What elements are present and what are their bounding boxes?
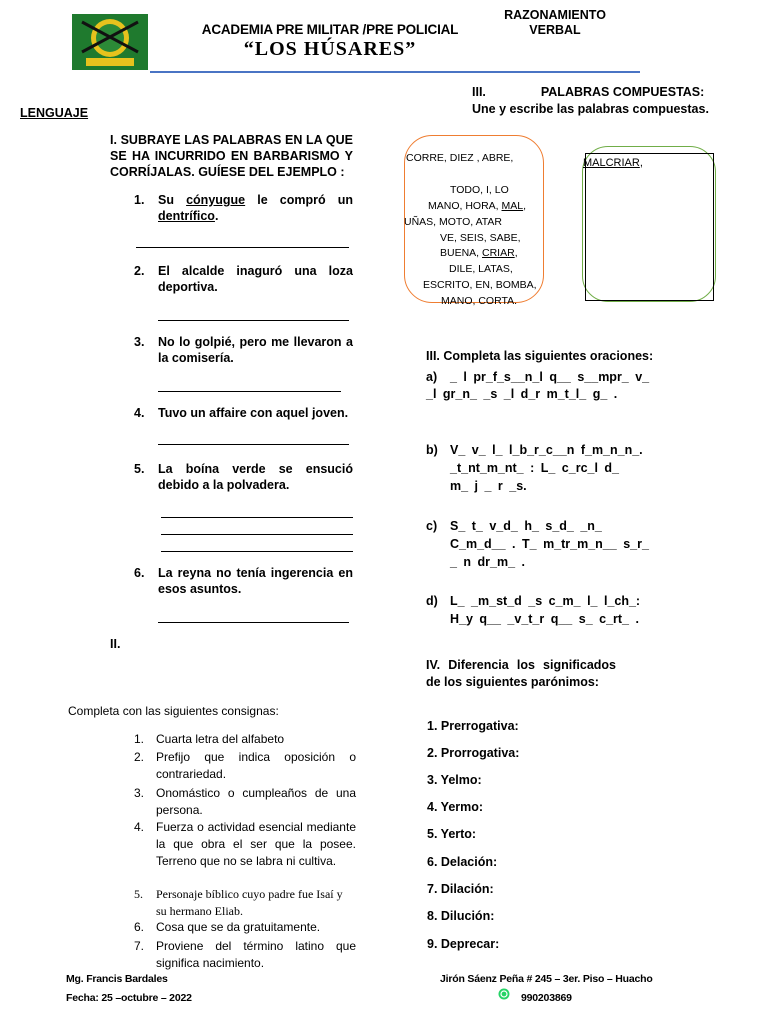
word-bank-line: UÑAS, MOTO, ATAR bbox=[404, 216, 503, 228]
sentence-d-label: d) bbox=[426, 594, 438, 608]
underlined-word: dentrífico bbox=[158, 209, 215, 223]
lenguaje-heading: LENGUAJE bbox=[20, 106, 89, 120]
paronym-5: 5. Yerto: bbox=[427, 827, 477, 841]
paronym-1: 1. Prerrogativa: bbox=[427, 719, 519, 733]
example-word bbox=[583, 157, 643, 169]
clue-number: 4. bbox=[134, 820, 145, 834]
question-text: La boína verde se ensució debido a la polvadera. bbox=[158, 462, 353, 492]
section-2-title: II. bbox=[110, 637, 121, 651]
school-name: “LOS HÚSARES” bbox=[243, 38, 417, 60]
clue-2 bbox=[134, 749, 356, 783]
footer-date: Fecha: 25 –octubre – 2022 bbox=[66, 992, 192, 1004]
sentence-c-label: c) bbox=[426, 519, 438, 533]
answer-line bbox=[158, 320, 349, 321]
section-3-number: III. bbox=[472, 85, 486, 99]
clue-number: 7. bbox=[134, 939, 145, 953]
question-text: La reyna no tenía ingerencia en esos asuntos. bbox=[158, 566, 353, 596]
header-rule bbox=[150, 71, 640, 73]
text-segment: . bbox=[214, 209, 219, 223]
sentence-c-line: C_m_d__ . T_ m_tr_m_n__ s_r_ bbox=[450, 537, 649, 551]
clue-7 bbox=[134, 938, 356, 972]
sentence-b-line: _t_nt_m_nt_ : L_ c_rc_l d_ bbox=[450, 461, 620, 475]
underlined-word: CRIAR bbox=[482, 247, 515, 259]
sentence-d-line: L_ _m_st_d _s c_m_ l_ l_ch_: bbox=[450, 594, 641, 608]
clue-6 bbox=[134, 919, 356, 936]
sentence-b-line: m_ j _ r _s. bbox=[450, 479, 527, 493]
word-segment: MANO, HORA, bbox=[428, 200, 502, 212]
subject-title bbox=[490, 8, 620, 38]
text-segment: le compró un bbox=[245, 193, 354, 207]
sentence-d-line: H_y q__ _v_t_r q__ s_ c_rt_ . bbox=[450, 612, 639, 626]
clue-text: Cuarta letra del alfabeto bbox=[156, 732, 285, 746]
clue-number: 1. bbox=[134, 732, 145, 746]
paronym-8: 8. Dilución: bbox=[427, 909, 495, 923]
question-number: 1. bbox=[134, 193, 145, 207]
question-4 bbox=[134, 405, 353, 421]
word-bank-line: TODO, I, LO bbox=[450, 184, 509, 196]
answer-box bbox=[585, 153, 714, 301]
clue-text: Fuerza o actividad esencial mediante la que obra el ser que la posee. Terreno que no se labra ni cultiva. bbox=[156, 820, 356, 868]
sentence-a-label: a) bbox=[426, 370, 438, 384]
question-2 bbox=[134, 263, 353, 295]
clue-3 bbox=[134, 785, 356, 819]
section-3b-title: III. Completa las siguientes oraciones: bbox=[426, 349, 654, 363]
clue-text: Prefijo que indica oposición o contrariedad. bbox=[156, 750, 356, 781]
question-text bbox=[158, 192, 353, 224]
question-number: 2. bbox=[134, 264, 145, 278]
question-6 bbox=[134, 565, 353, 597]
clue-number: 3. bbox=[134, 786, 145, 800]
clue-text: Proviene del término latino que significa nacimiento. bbox=[156, 939, 356, 970]
question-number: 4. bbox=[134, 406, 145, 420]
sentence-c-line: S_ t_ v_d_ h_ s_d_ _n_ bbox=[450, 519, 602, 533]
clue-4 bbox=[134, 819, 356, 870]
section-2-intro: Completa con las siguientes consignas: bbox=[68, 704, 279, 718]
question-text: No lo golpié, pero me llevaron a la comisería. bbox=[158, 335, 353, 365]
clue-text: Cosa que se da gratuitamente. bbox=[156, 920, 321, 934]
question-1 bbox=[134, 192, 353, 224]
answer-line bbox=[161, 517, 353, 518]
clue-number: 5. bbox=[134, 887, 143, 901]
section-4-text: IV. Diferencia los significados de los siguientes parónimos: bbox=[426, 658, 616, 689]
question-text: El alcalde inaguró una loza deportiva. bbox=[158, 264, 353, 294]
question-3 bbox=[134, 334, 353, 366]
subject-line-2: VERBAL bbox=[529, 23, 581, 37]
answer-line bbox=[158, 622, 349, 623]
paronym-2: 2. Prorrogativa: bbox=[427, 746, 520, 760]
answer-line bbox=[158, 444, 349, 445]
section-4-title bbox=[426, 657, 616, 691]
sentence-b-label: b) bbox=[426, 443, 438, 457]
underlined-word: MAL bbox=[501, 200, 524, 212]
question-5 bbox=[134, 461, 353, 493]
example-word-text: MALCRIAR bbox=[583, 157, 640, 169]
clue-text: Onomástico o cumpleaños de una persona. bbox=[156, 786, 356, 817]
academy-name: ACADEMIA PRE MILITAR /PRE POLICIAL bbox=[201, 22, 459, 37]
section-1-title: I. SUBRAYE LAS PALABRAS EN LA QUE SE HA INCURRIDO EN BARBARISMO Y CORRÍJALAS. GUÍESE DEL EJEMPLO : bbox=[110, 133, 353, 179]
clue-number: 6. bbox=[134, 920, 145, 934]
word-bank-line bbox=[428, 200, 526, 212]
clue-5 bbox=[134, 886, 356, 920]
text-segment: Su bbox=[158, 193, 187, 207]
subject-line-1: RAZONAMIENTO bbox=[504, 8, 606, 22]
paronym-9: 9. Deprecar: bbox=[427, 937, 500, 951]
word-segment: , bbox=[514, 247, 518, 259]
sentence-c-line: _ n dr_m_ . bbox=[450, 555, 525, 569]
word-segment: , bbox=[523, 200, 527, 212]
paronym-7: 7. Dilación: bbox=[427, 882, 494, 896]
paronym-4: 4. Yermo: bbox=[427, 800, 484, 814]
section-3-title bbox=[472, 84, 717, 118]
word-segment: BUENA, bbox=[440, 247, 483, 259]
underlined-word: cónyugue bbox=[186, 193, 246, 207]
question-number: 3. bbox=[134, 335, 145, 349]
clue-1 bbox=[134, 731, 356, 748]
word-bank-line: MANO, CORTA. bbox=[441, 295, 518, 307]
question-number: 5. bbox=[134, 462, 145, 476]
academy-logo bbox=[72, 14, 148, 70]
example-word-comma: , bbox=[639, 157, 643, 169]
word-bank-line bbox=[440, 247, 518, 259]
paronym-3: 3. Yelmo: bbox=[427, 773, 482, 787]
footer-teacher: Mg. Francis Bardales bbox=[66, 973, 168, 985]
word-bank-line: CORRE, DIEZ , ABRE, bbox=[406, 152, 514, 164]
word-bank-line: DILE, LATAS, bbox=[449, 263, 513, 275]
answer-line bbox=[161, 534, 353, 535]
whatsapp-icon bbox=[498, 987, 510, 999]
sentence-a-line: _l gr_n_ _s _l d_r m_t_l_ g_ . bbox=[426, 387, 618, 401]
sentence-a-line: _ l pr_f_s__n_l q__ s__mpr_ v_ bbox=[450, 370, 650, 384]
answer-line bbox=[158, 391, 341, 392]
sentence-b-line: V_ v_ l_ l_b_r_c__n f_m_n_n_. bbox=[450, 443, 643, 457]
clue-number: 2. bbox=[134, 750, 145, 764]
word-bank-line: VE, SEIS, SABE, bbox=[440, 232, 521, 244]
word-bank-line: ESCRITO, EN, BOMBA, bbox=[423, 279, 537, 291]
section-3-text: PALABRAS COMPUESTAS: Une y escribe las palabras compuestas. bbox=[472, 85, 709, 116]
answer-line bbox=[161, 551, 353, 552]
footer-phone: 990203869 bbox=[521, 992, 572, 1004]
footer-address: Jirón Sáenz Peña # 245 – 3er. Piso – Huacho bbox=[440, 973, 653, 985]
question-number: 6. bbox=[134, 566, 145, 580]
answer-line bbox=[136, 247, 349, 248]
clue-text: Personaje bíblico cuyo padre fue Isaí y su hermano Eliab. bbox=[156, 887, 343, 918]
question-text: Tuvo un affaire con aquel joven. bbox=[158, 406, 349, 420]
paronym-6: 6. Delación: bbox=[427, 855, 498, 869]
